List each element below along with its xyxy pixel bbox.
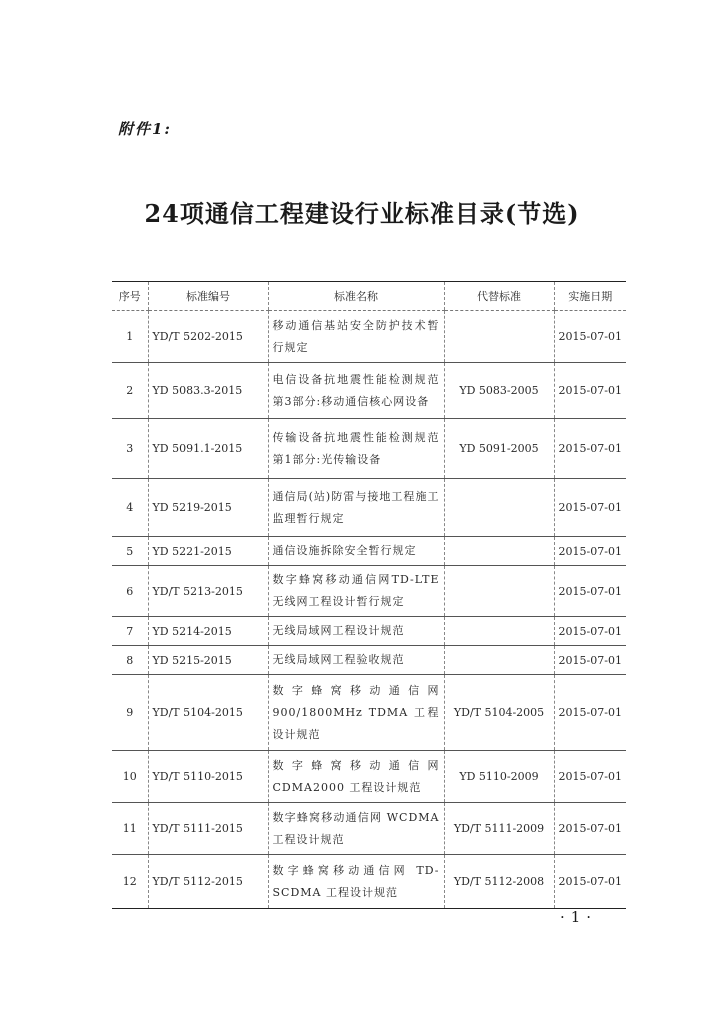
row-index: 12 [112,855,148,909]
effective-date: 2015-07-01 [554,537,626,566]
standard-name: 数字蜂窝移动通信网TD-LTE无线网工程设计暂行规定 [268,566,444,617]
standard-name: 无线局域网工程设计规范 [268,617,444,646]
standard-name: 电信设备抗地震性能检测规范 第3部分:移动通信核心网设备 [268,363,444,419]
effective-date: 2015-07-01 [554,617,626,646]
row-index: 10 [112,751,148,803]
row-index: 4 [112,479,148,537]
standard-code: YD 5214-2015 [148,617,268,646]
table-row [112,855,626,909]
replaced-standard [444,566,554,617]
header-code: 标准编号 [148,282,268,311]
table-row [112,646,626,675]
page-number: ·1· [560,908,598,926]
standard-name: 移动通信基站安全防护技术暂行规定 [268,311,444,363]
standard-name: 通信设施拆除安全暂行规定 [268,537,444,566]
table-row [112,363,626,419]
table-row [112,675,626,751]
standard-code: YD 5083.3-2015 [148,363,268,419]
row-index: 5 [112,537,148,566]
standard-code: YD 5091.1-2015 [148,419,268,479]
table-row [112,617,626,646]
standard-code: YD 5215-2015 [148,646,268,675]
table-row [112,419,626,479]
effective-date: 2015-07-01 [554,855,626,909]
header-replaces: 代替标准 [444,282,554,311]
replaced-standard: YD/T 5112-2008 [444,855,554,909]
replaced-standard [444,646,554,675]
row-index: 7 [112,617,148,646]
standard-code: YD 5221-2015 [148,537,268,566]
effective-date: 2015-07-01 [554,646,626,675]
attachment-label: 附件1: [118,120,172,138]
standard-code: YD 5219-2015 [148,479,268,537]
standard-name: 传输设备抗地震性能检测规范 第1部分:光传输设备 [268,419,444,479]
standard-name: 数字蜂窝移动通信网 TD-SCDMA 工程设计规范 [268,855,444,909]
effective-date: 2015-07-01 [554,363,626,419]
row-index: 2 [112,363,148,419]
table-row [112,803,626,855]
table-row [112,311,626,363]
row-index: 6 [112,566,148,617]
effective-date: 2015-07-01 [554,803,626,855]
standard-name: 数字蜂窝移动通信网 WCDMA 工程设计规范 [268,803,444,855]
table-row [112,751,626,803]
header-date: 实施日期 [554,282,626,311]
effective-date: 2015-07-01 [554,566,626,617]
replaced-standard [444,311,554,363]
effective-date: 2015-07-01 [554,479,626,537]
standard-code: YD/T 5111-2015 [148,803,268,855]
effective-date: 2015-07-01 [554,311,626,363]
effective-date: 2015-07-01 [554,419,626,479]
row-index: 11 [112,803,148,855]
header-name: 标准名称 [268,282,444,311]
row-index: 3 [112,419,148,479]
table-header-row [112,282,626,311]
replaced-standard: YD 5091-2005 [444,419,554,479]
replaced-standard: YD/T 5104-2005 [444,675,554,751]
effective-date: 2015-07-01 [554,675,626,751]
row-index: 8 [112,646,148,675]
standard-code: YD/T 5213-2015 [148,566,268,617]
replaced-standard [444,537,554,566]
standard-name: 数字蜂窝移动通信网 900/1800MHz TDMA 工程设计规范 [268,675,444,751]
standard-code: YD/T 5104-2015 [148,675,268,751]
replaced-standard [444,479,554,537]
standard-name: 数字蜂窝移动通信网 CDMA2000 工程设计规范 [268,751,444,803]
standard-code: YD/T 5112-2015 [148,855,268,909]
replaced-standard [444,617,554,646]
document-title: 24项通信工程建设行业标准目录(节选) [144,199,580,228]
standard-name: 通信局(站)防雷与接地工程施工监理暂行规定 [268,479,444,537]
standard-code: YD/T 5110-2015 [148,751,268,803]
replaced-standard: YD/T 5111-2009 [444,803,554,855]
standards-table [112,281,626,909]
effective-date: 2015-07-01 [554,751,626,803]
standard-name: 无线局域网工程验收规范 [268,646,444,675]
replaced-standard: YD 5110-2009 [444,751,554,803]
table-row [112,566,626,617]
row-index: 1 [112,311,148,363]
table-row [112,537,626,566]
header-index: 序号 [112,282,148,311]
table-row [112,479,626,537]
standard-code: YD/T 5202-2015 [148,311,268,363]
row-index: 9 [112,675,148,751]
replaced-standard: YD 5083-2005 [444,363,554,419]
